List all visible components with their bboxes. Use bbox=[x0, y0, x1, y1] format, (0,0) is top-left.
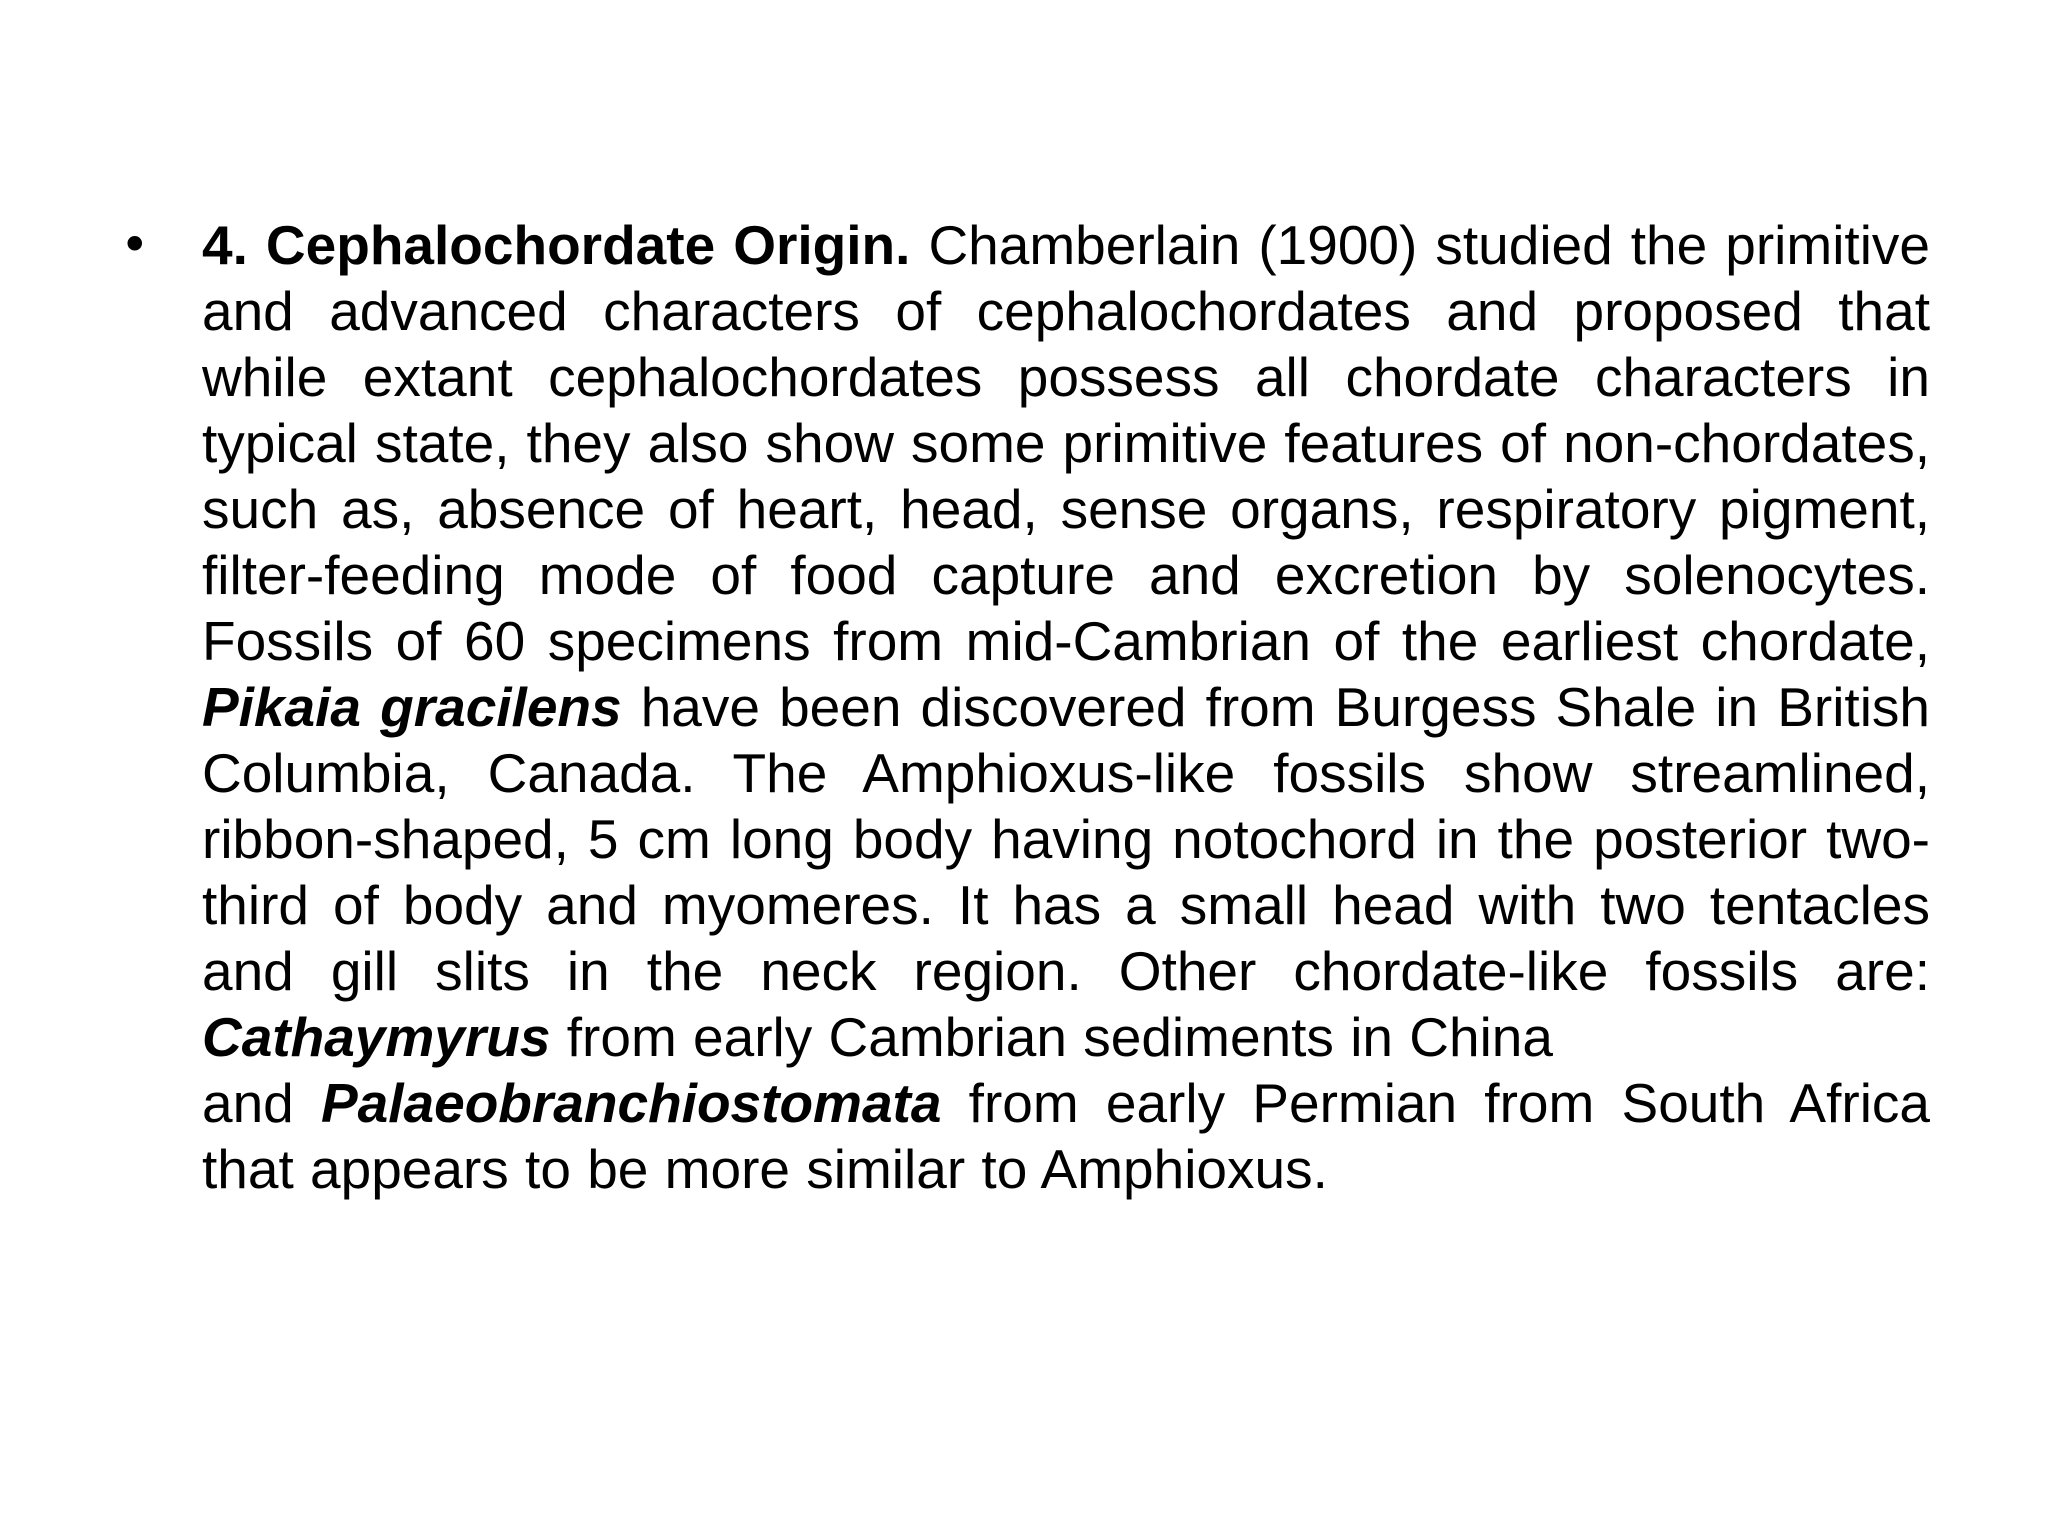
text-segment-3: from early Cambrian sediments in China bbox=[550, 1006, 1553, 1068]
section-heading: 4. Cephalochordate Origin. bbox=[202, 214, 911, 276]
taxon-palaeobranchiostomata: Palaeobranchiostomata bbox=[320, 1072, 942, 1134]
bullet-dot-icon: • bbox=[120, 216, 150, 274]
text-segment-5: from early Permian from South Africa that appears to be more similar to Amphioxus. bbox=[202, 1072, 1931, 1200]
text-segment-2: have been discovered from Burgess Shale in British Columbia, Canada. The Amphioxus-like fossils show streamlined, ribbon-shaped, 5 cm long body having notochord in the posterior two-third of body and myomeres. It has a small head with two tentacles and gill slits in the neck region. Other chordate-like fossils are: bbox=[202, 676, 1931, 1002]
text-segment-1: Chamberlain (1900) studied the primitive and advanced characters of cephalochordates and proposed that while extant cephalochordates possess all chordate characters in typical state, they also show some primitive features of non-chordates, such as, absence of heart, head, sense organs, respiratory pigment, filter-feeding mode of food capture and excretion by solenocytes. Fossils of 60 specimens from mid-Cambrian of the earliest chordate, bbox=[202, 214, 1931, 672]
taxon-pikaia: Pikaia gracilens bbox=[202, 676, 622, 738]
bullet-text bbox=[202, 212, 1930, 1202]
text-segment-4: and bbox=[202, 1072, 321, 1134]
taxon-cathaymyrus: Cathaymyrus bbox=[202, 1006, 551, 1068]
